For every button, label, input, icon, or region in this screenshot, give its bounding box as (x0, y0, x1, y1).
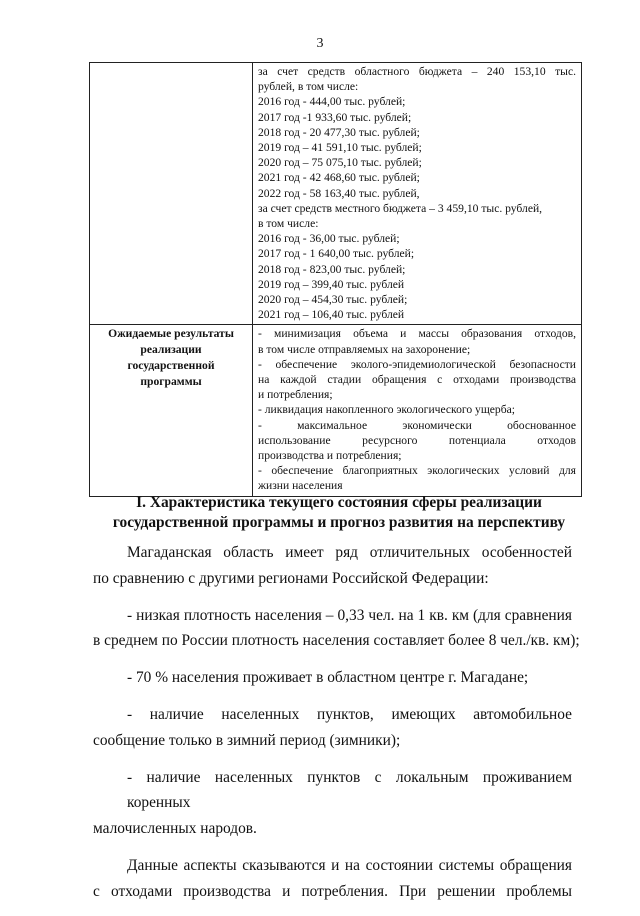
program-passport-table (89, 62, 582, 497)
paragraph (93, 765, 572, 842)
section-heading-line: государственной программы и прогноз развития на перспективу (112, 514, 566, 531)
expected-results-label-line: государственной (127, 359, 215, 373)
result-line: - обеспечение эколого-эпидемиологической безопасности (258, 357, 576, 371)
result-line: в том числе отправляемых на захоронение; (258, 342, 471, 356)
funding-line: 2018 год - 823,00 тыс. рублей; (258, 262, 406, 276)
paragraph-line: - низкая плотность населения – 0,33 чел. на 1 кв. км (для сравнения (127, 606, 572, 624)
funding-line: 2021 год – 106,40 тыс. рублей (258, 308, 405, 322)
paragraph (93, 665, 572, 691)
paragraph (93, 540, 572, 592)
paragraph-line: - наличие населенных пунктов с локальным проживанием коренных (127, 768, 572, 812)
row-label-cell (90, 63, 253, 325)
result-line: - ликвидация накопленного экологического ущерба; (258, 403, 515, 417)
funding-line: 2022 год - 58 163,40 тыс. рублей, (258, 186, 420, 200)
expected-results-label-cell (90, 325, 253, 496)
funding-line: в том числе: (258, 217, 319, 231)
result-line: и потребления; (258, 388, 333, 402)
funding-line: 2016 год - 444,00 тыс. рублей; (258, 95, 406, 109)
table-row-funding (90, 63, 582, 325)
result-line: - минимизация объема и массы образования отходов, (258, 327, 576, 341)
expected-results-label-line: реализации (140, 343, 202, 357)
funding-line: 2019 год – 399,40 тыс. рублей (258, 277, 405, 291)
funding-line: 2017 год - 1 640,00 тыс. рублей; (258, 247, 415, 261)
funding-line: 2018 год - 20 477,30 тыс. рублей; (258, 125, 420, 139)
result-line: использование ресурсного потенциала отходов (258, 433, 576, 447)
paragraph-line: по сравнению с другими регионами Российской Федерации: (93, 569, 489, 587)
funding-line: 2019 год – 41 591,10 тыс. рублей; (258, 141, 422, 155)
paragraph (93, 853, 572, 905)
section-body (93, 540, 580, 916)
paragraph-line: - наличие населенных пунктов, имеющих автомобильное (127, 705, 572, 723)
paragraph-line: - 70 % населения проживает в областном центре г. Магадане; (127, 669, 529, 687)
paragraph (93, 702, 572, 754)
funding-line: 2020 год – 75 075,10 тыс. рублей; (258, 156, 422, 170)
result-line: - обеспечение благоприятных экологических условий для (258, 464, 576, 478)
expected-results-cell (253, 325, 582, 496)
expected-results-label-line: программы (140, 375, 202, 389)
paragraph-line: сообщение только в зимний период (зимники); (93, 731, 401, 749)
paragraph-line: Магаданская область имеет ряд отличительных особенностей (127, 544, 572, 561)
funding-line: за счет средств местного бюджета – 3 459,10 тыс. рублей, (258, 201, 543, 215)
page-number: 3 (316, 36, 324, 51)
paragraph-line: с отходами производства и потребления. При решении проблемы (93, 882, 572, 900)
section-heading-line: I. Характеристика текущего состояния сферы реализации (136, 494, 542, 511)
funding-line: за счет средств областного бюджета – 240 153,10 тыс. (258, 65, 576, 78)
funding-line: 2016 год - 36,00 тыс. рублей; (258, 232, 400, 246)
funding-line: 2021 год - 42 468,60 тыс. рублей; (258, 171, 420, 185)
funding-line: 2020 год – 454,30 тыс. рублей; (258, 293, 408, 307)
paragraph-line: в среднем по России плотность населения составляет более 8 чел./кв. км); (93, 632, 580, 650)
paragraph-line: Данные аспекты сказываются и на состоянии системы обращения (127, 856, 572, 874)
paragraph (93, 603, 580, 655)
section-heading (84, 493, 594, 533)
funding-line: рублей, в том числе: (258, 80, 359, 94)
funding-line: 2017 год -1 933,60 тыс. рублей; (258, 110, 412, 124)
result-line: - максимальное экономически обоснованное (258, 418, 576, 432)
table-row-expected-results (90, 325, 582, 496)
result-line: на каждой стадии обращения с отходами производства (258, 373, 576, 387)
funding-details-cell (253, 63, 582, 325)
result-line: производства и потребления; (258, 449, 402, 463)
expected-results-label-line: Ожидаемые результаты (108, 327, 234, 341)
paragraph-line: малочисленных народов. (93, 820, 257, 838)
result-line: жизни населения (258, 479, 343, 493)
